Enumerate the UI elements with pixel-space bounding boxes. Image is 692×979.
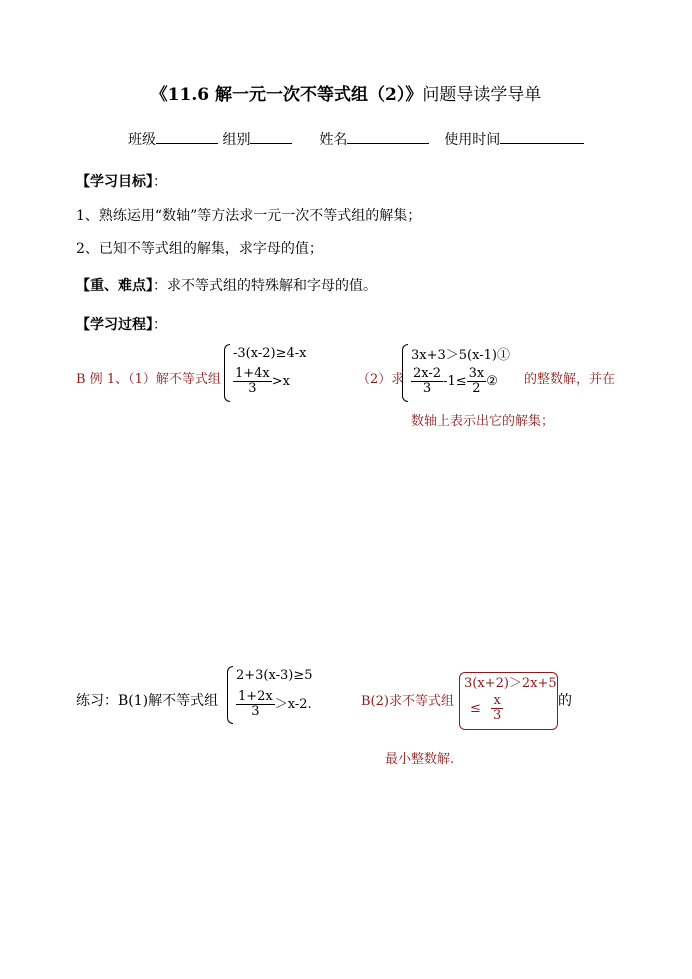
practice2-suffix: 的	[558, 693, 572, 709]
objective-item-1: 1、熟练运用“数轴”等方法求一元一次不等式组的解集；	[76, 208, 422, 224]
example2-ineq1: 3x+3＞5(x-1)①	[411, 348, 510, 363]
time-blank[interactable]	[500, 130, 584, 144]
example2-ineq2: $\frac{2x-2}{3}$ -1≤ $\frac{3x}{2}$ ②	[413, 366, 498, 396]
practice1-ineq1: 2+3(x-3)≥5	[236, 668, 313, 683]
keypoints-row	[76, 275, 377, 295]
name-blank[interactable]	[347, 130, 429, 144]
example1-prefix: B 例 1、（1）解不等式组	[76, 372, 221, 387]
practice1-ineq2: $\frac{1+2x}{3}$ ＞x-2.	[238, 689, 312, 719]
practice2-line2: 最小整数解.	[385, 752, 455, 767]
objectives-heading-row: 【学习目标】：	[76, 174, 167, 190]
example2-suffix: 的整数解，并在	[524, 372, 616, 387]
practice1-prefix: 练习：B(1)解不等式组	[76, 693, 219, 709]
practice1-brace	[227, 666, 233, 724]
example1-brace	[224, 344, 230, 402]
keypoints-text: ：求不等式组的特殊解和字母的值。	[153, 278, 377, 294]
title-rest: 问题导读学导单	[422, 85, 542, 105]
page-title	[0, 80, 692, 105]
example2-prefix: （2）求	[357, 372, 405, 387]
time-label: 使用时间	[444, 132, 501, 148]
group-blank[interactable]	[250, 130, 292, 144]
example2-brace	[402, 344, 408, 402]
process-heading: 【学习过程】	[76, 317, 153, 333]
process-heading-row: 【学习过程】：	[76, 317, 167, 333]
class-blank[interactable]	[156, 130, 218, 144]
example1-ineq1: -3(x-2)≥4-x	[233, 346, 307, 361]
group-label: 组别	[222, 132, 251, 148]
info-line	[128, 129, 584, 149]
title-bold: 《11.6 解一元一次不等式组（2）》	[150, 85, 423, 105]
name-label: 姓名	[319, 132, 348, 148]
practice2-ineq2: ≤ $\frac{x}{3}$	[470, 693, 502, 723]
keypoints-heading: 【重、难点】	[76, 278, 153, 294]
example2-line2: 数轴上表示出它的解集；	[411, 414, 555, 429]
objectives-heading: 【学习目标】	[76, 174, 153, 190]
practice2-prefix: B(2)求不等式组	[361, 694, 454, 709]
practice2-ineq1: 3(x+2)＞2x+5	[464, 676, 557, 691]
example1-ineq2: $\frac{1+4x}{3}$ >x	[235, 366, 291, 396]
objective-item-2: 2、已知不等式组的解集，求字母的值；	[76, 241, 323, 257]
class-label: 班级	[128, 132, 156, 148]
